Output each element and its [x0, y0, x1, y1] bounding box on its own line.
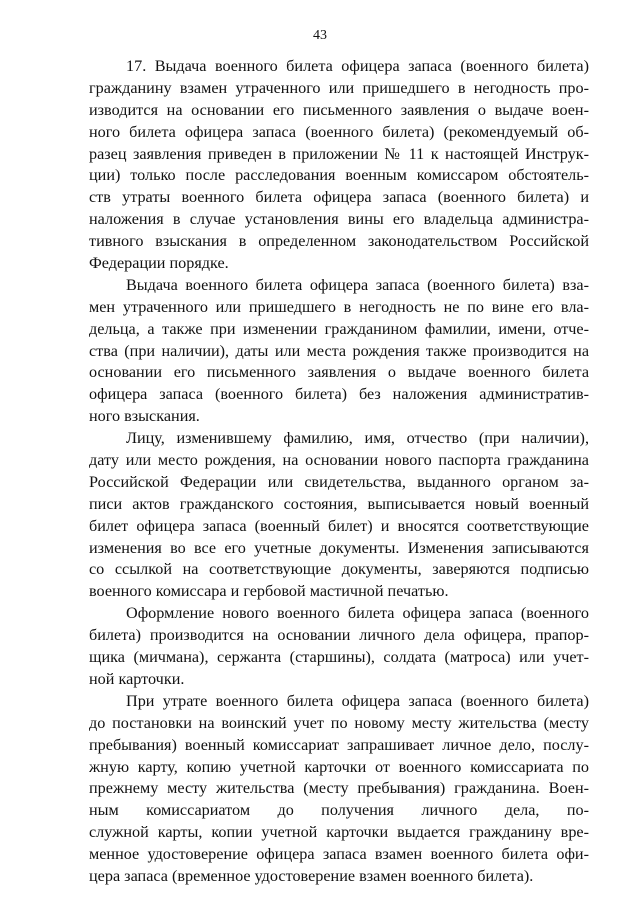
text-line: служной карты, копии учетной карточки выдается гражданину вре- — [89, 823, 589, 842]
text-line: жную карту, копию учетной карточки от военного комиссариата по — [89, 757, 589, 776]
text-line: наложения в случае установления вины его владельца администра- — [89, 210, 589, 229]
text-line: билета) производится на основании личного дела офицера, прапор- — [89, 626, 589, 645]
text-line: разец заявления приведен в приложении № 11 к настоящей Инструк- — [89, 144, 589, 163]
text-line: дату или место рождения, на основании нового паспорта гражданина — [89, 451, 589, 470]
text-line: ного взыскания. — [89, 407, 200, 426]
text-line: ной карточки. — [89, 669, 185, 688]
text-line: гражданину взамен утраченного или пришедшего в негодность про- — [89, 78, 589, 97]
text-line: 17. Выдача военного билета офицера запаса (военного билета) — [126, 57, 589, 75]
text-line: до постановки на воинский учет по новому месту жительства (месту — [89, 713, 589, 732]
text-line: основании его письменного заявления о выдаче военного билета — [89, 363, 589, 382]
page-number: 43 — [313, 28, 327, 43]
text-line: ции) только после расследования военным комиссаром обстоятель- — [89, 166, 589, 185]
text-line: изводится на основании его письменного заявления о выдаче воен- — [89, 100, 589, 119]
text-line: билет офицера запаса (военный билет) и вносятся соответствующие — [89, 516, 589, 535]
page-content — [89, 56, 589, 888]
text-line: цера запаса (временное удостоверение взамен военного билета). — [89, 866, 534, 885]
text-line: изменения во все его учетные документы. Изменения записываются — [89, 538, 589, 557]
text-line: менное удостоверение офицера запаса взамен военного билета офи- — [89, 845, 589, 864]
text-line: щика (мичмана), сержанта (старшины), солдата (матроса) или учет- — [89, 648, 589, 667]
text-line: офицера запаса (военного билета) без наложения административ- — [89, 385, 589, 404]
text-line: ного билета офицера запаса (военного билета) (рекомендуемый об- — [89, 122, 589, 141]
paragraph — [89, 603, 589, 691]
text-line: Оформление нового военного билета офицера запаса (военного — [126, 604, 589, 623]
text-line: писи актов гражданского состояния, выписывается новый военный — [89, 494, 589, 513]
text-line: При утрате военного билета офицера запаса (военного билета) — [126, 691, 589, 710]
text-line: ств утраты военного билета офицера запаса (военного билета) и — [89, 188, 589, 207]
text-line: дельца, а также при изменении гражданином фамилии, имени, отче- — [89, 319, 589, 338]
paragraph — [89, 275, 589, 428]
text-line: мен утраченного или пришедшего в негодность не по вине его вла- — [89, 297, 589, 316]
text-line: Выдача военного билета офицера запаса (военного билета) вза- — [126, 275, 589, 294]
text-line: пребывания) военный комиссариат запрашивает личное дело, послу- — [89, 735, 589, 754]
text-line: ным комиссариатом до получения личного дела, по- — [89, 801, 589, 820]
text-line: военного комиссара и гербовой мастичной печатью. — [89, 582, 449, 601]
text-line: тивного взыскания в определенном законодательством Российской — [89, 232, 589, 251]
text-line: Федерации порядке. — [89, 254, 229, 273]
paragraph — [89, 691, 589, 888]
text-line: ства (при наличии), даты или места рождения также производится на — [89, 341, 589, 360]
text-line: прежнему месту жительства (месту пребывания) гражданина. Воен- — [89, 779, 589, 798]
paragraph — [89, 428, 589, 603]
text-line: со ссылкой на соответствующие документы, заверяются подписью — [89, 560, 589, 579]
text-line: Российской Федерации или свидетельства, выданного органом за- — [89, 472, 589, 491]
text-line: Лицу, изменившему фамилию, имя, отчество (при наличии), — [126, 429, 589, 448]
paragraph — [89, 56, 589, 275]
